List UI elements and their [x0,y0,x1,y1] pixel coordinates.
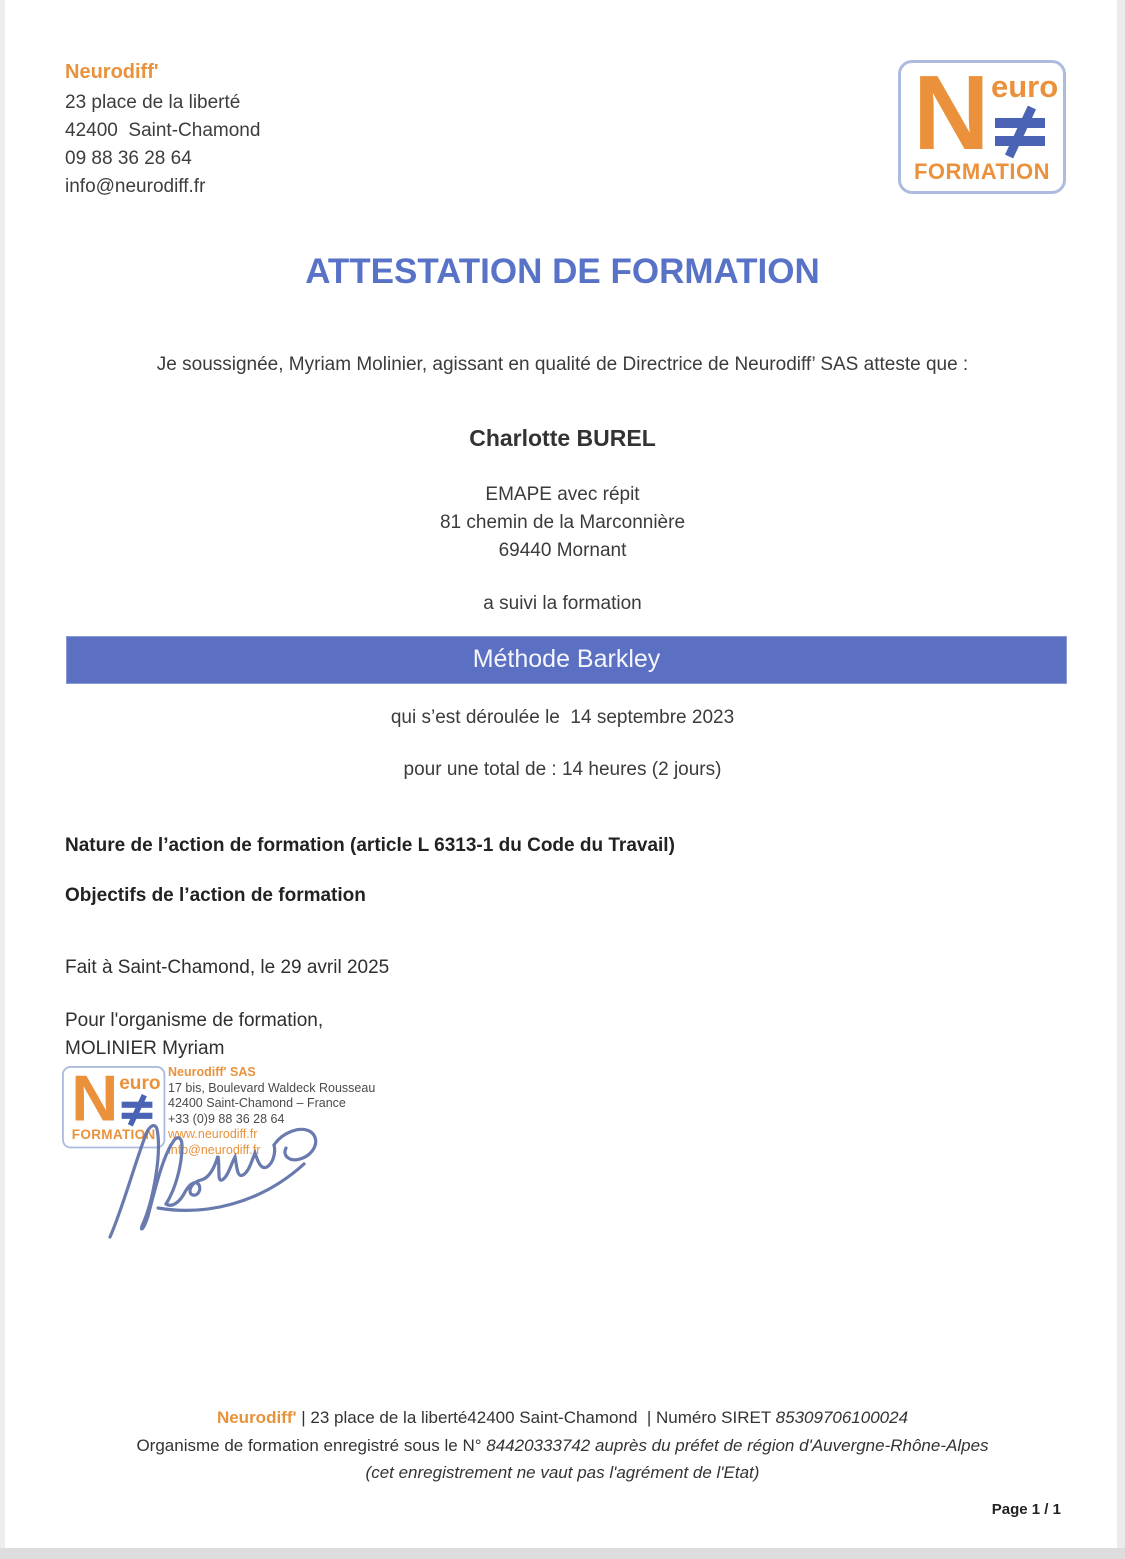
document-title: ATTESTATION DE FORMATION [305,252,820,291]
contact-address-line2: 42400 Saint-Chamond – France [168,1096,346,1110]
contact-website: www.neurodiff.fr [168,1127,258,1141]
footer-company-name: Neurodiff' [216,1408,297,1427]
company-address-line1: 23 place de la liberté [65,92,241,113]
logo-euro-text: euro [119,1071,161,1094]
page-number: Page 1 / 1 [991,1501,1061,1518]
trainee-address-line1: 81 chemin de la Marconnière [439,512,686,533]
company-phone: 09 88 36 28 64 [65,148,192,169]
footer-line2 [0,1436,1125,1456]
company-email: info@neurodiff.fr [65,176,206,197]
objectives-heading: Objectifs de l’action de formation [65,885,366,906]
signoff-line2: MOLINIER Myriam [65,1038,225,1059]
footer-line2-text: Organisme de formation enregistré sous le N° [136,1436,487,1455]
logo-letter-n: N [71,1062,119,1135]
trainee-address-line2: 69440 Mornant [498,540,627,561]
footer-line3: (cet enregistrement ne vaut pas l'agrément de l'Etat) [365,1463,760,1482]
logo-formation-text: FORMATION [913,159,1051,184]
logo-euro-text: euro [991,69,1059,104]
training-duration-line: pour une total de : 14 heures (2 jours) [403,759,722,780]
attestation-intro: Je soussignée, Myriam Molinier, agissant en qualité de Directrice de Neurodiff’ SAS atteste que : [156,354,969,375]
footer-line1-text: | 23 place de la liberté42400 Saint-Chamond | Numéro SIRET [296,1408,776,1427]
logo-letter-n: N [913,54,990,172]
contact-company-name: Neurodiff' SAS [168,1065,256,1079]
nature-heading: Nature de l’action de formation (article L 6313-1 du Code du Travail) [65,835,675,856]
training-date-line: qui s’est déroulée le 14 septembre 2023 [390,707,735,728]
logo-formation-text: FORMATION [71,1126,156,1143]
followed-training-line: a suivi la formation [483,593,642,614]
footer-siret-number: 85309706100024 [775,1408,909,1427]
footer-line1 [0,1408,1125,1428]
trainee-organization: EMAPE avec répit [485,484,640,505]
signoff-line1: Pour l'organisme de formation, [65,1010,324,1031]
course-title-banner: Méthode Barkley [66,636,1067,684]
handwritten-signature [100,1112,340,1247]
trainee-name: Charlotte BUREL [469,425,656,451]
neurodiff-formation-logo [898,54,1066,194]
footer-registration-number: 84420333742 auprès du préfet de région d'Auvergne-Rhône-Alpes [486,1436,989,1455]
place-and-date: Fait à Saint-Chamond, le 29 avril 2025 [65,957,390,978]
contact-email: info@neurodiff.fr [168,1142,261,1157]
company-header [65,58,260,201]
not-equal-icon [995,115,1045,151]
company-name: Neurodiff' [65,61,159,83]
contact-phone: +33 (0)9 88 36 28 64 [168,1111,285,1126]
company-address-line2: 42400 Saint-Chamond [65,120,261,141]
contact-address-line1: 17 bis, Boulevard Waldeck Rousseau [168,1080,376,1095]
page-edge-bottom [0,1548,1125,1559]
